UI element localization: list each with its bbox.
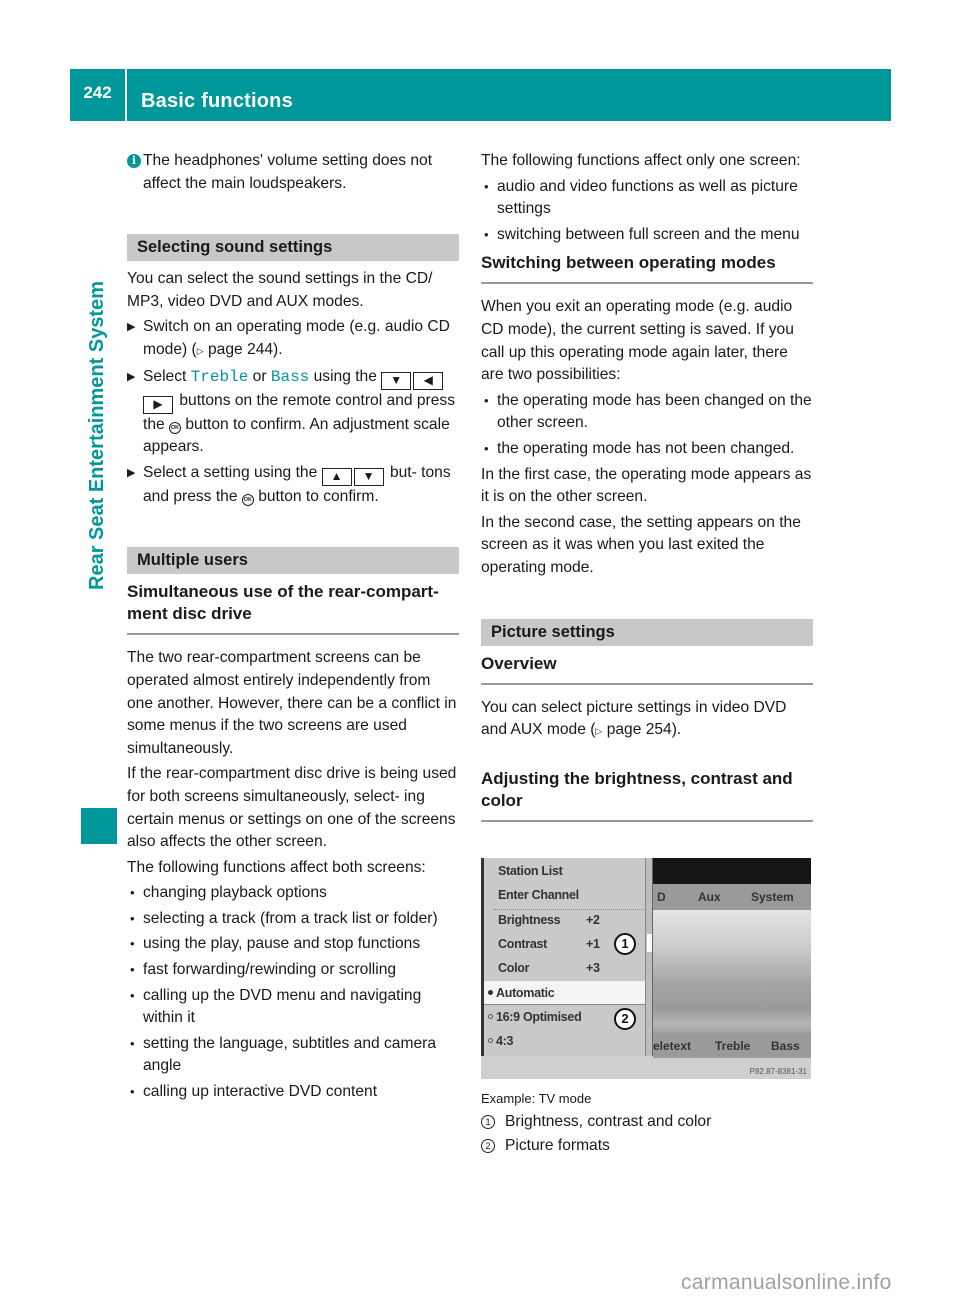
mode-tabs: D Aux System [653, 884, 811, 910]
menu-separator [494, 909, 644, 910]
overview-para: You can select picture settings in video DVD and AUX mode (▷ page 254). [481, 698, 787, 739]
list-item: • selecting a track (from a track list or folder) [127, 908, 459, 931]
list-item: • setting the language, subtitles and camera angle [127, 1033, 459, 1078]
menu-item-4-3: 4:3 [488, 1034, 513, 1048]
page-number: 242 [83, 83, 112, 102]
right-column [481, 150, 813, 834]
possibilities-list [481, 390, 813, 461]
figure-caption [481, 1090, 813, 1158]
sound-intro: You can select the sound settings in the CD/ MP3, video DVD and AUX modes. [127, 270, 433, 310]
step-select-setting: ▶ Select a setting using the ▲ ▼ but- tons and press the OK button to confirm. [127, 463, 451, 505]
scrollbar-thumb [647, 934, 652, 952]
list-item: • audio and video functions as well as picture settings [481, 176, 813, 221]
radio-selected-icon [488, 990, 493, 995]
side-tab-label: Rear Seat Entertainment System [86, 280, 108, 590]
subheading-adjusting: Adjusting the brightness, contrast and color [481, 768, 813, 822]
page-ref-icon: ▷ [196, 345, 204, 356]
step-arrow-icon: ▶ [127, 370, 136, 383]
down-key-icon: ▼ [354, 468, 384, 486]
multi-para-2: If the rear-compartment disc drive is being used for both screens simultaneously, select- ing certain menus or settings on one of the screens also affects the other screen. [127, 765, 457, 851]
step-switch-mode: ▶ Switch on an operating mode (e.g. audio CD mode) (▷ page 244). [127, 318, 450, 358]
list-item: • switching between full screen and the menu [481, 224, 813, 247]
list-item: • changing playback options [127, 882, 459, 905]
radio-unselected-icon [488, 1038, 493, 1043]
both-screens-list [127, 882, 459, 1103]
video-top-bar [653, 858, 811, 884]
up-key-icon: ▲ [322, 468, 352, 486]
step-select-treble-bass: ▶ Select Treble or Bass using the ▼ ◀▶ buttons on the remote control and press the OK button to confirm. An adjustment scale appears. [127, 367, 455, 456]
callout-1: 1 [614, 933, 636, 955]
menu-item-brightness: Brightness +2 [498, 913, 600, 927]
video-frame [653, 910, 811, 1034]
menu-item-contrast: Contrast +1 [498, 937, 600, 951]
legend-item-2: 2 Picture formats [481, 1134, 813, 1158]
menu-item-color: Color +3 [498, 961, 600, 975]
section-heading-multiple-users: Multiple users [127, 547, 459, 574]
figure-code: P82.87-8381-31 [749, 1067, 807, 1076]
list-item: • the operating mode has been changed on the other screen. [481, 390, 813, 435]
switching-para-1: When you exit an operating mode (e.g. audio CD mode), the current setting is saved. If you call up this operating mode again later, there are two possibilities: [481, 298, 794, 384]
down-key-icon: ▼ [381, 372, 411, 390]
side-tab-marker [81, 808, 117, 844]
list-item: • using the play, pause and stop functions [127, 933, 459, 956]
watermark: carmanualsonline.info [681, 1271, 892, 1294]
section-heading-sound: Selecting sound settings [127, 234, 459, 261]
subheading-switching-modes: Switching between operating modes [481, 252, 813, 284]
multi-para-3: The following functions affect both screens: [127, 858, 426, 876]
step-arrow-icon: ▶ [127, 466, 136, 479]
menu-scrollbar [645, 858, 653, 1056]
section-heading-picture: Picture settings [481, 619, 813, 646]
page-ref-link-254[interactable]: page 254 [606, 721, 672, 739]
side-tab [84, 280, 114, 620]
left-key-icon: ◀ [413, 372, 443, 390]
menu-item-16-9-optimised: 16:9 Optimised [488, 1010, 581, 1024]
header-divider [125, 69, 127, 121]
list-item: • the operating mode has not been changed. [481, 438, 813, 461]
info-note: i The headphones' volume setting does not affect the main loudspeakers. [127, 150, 459, 195]
bass-option: Bass [270, 367, 310, 386]
list-item: • calling up interactive DVD content [127, 1081, 459, 1104]
switching-para-2: In the first case, the operating mode appears as it is on the other screen. [481, 465, 812, 506]
video-area [653, 858, 811, 1056]
menu-item-automatic: Automatic [488, 986, 554, 1000]
info-icon: i [127, 154, 141, 168]
legend-item-1: 1 Brightness, contrast and color [481, 1110, 813, 1134]
ok-button-icon: OK [169, 422, 181, 434]
subheading-overview: Overview [481, 653, 813, 685]
tv-mode-screenshot [481, 858, 811, 1079]
circled-number-icon: 1 [481, 1115, 495, 1129]
step-arrow-icon: ▶ [127, 321, 136, 334]
ok-button-icon: OK [242, 494, 254, 506]
list-item: • calling up the DVD menu and navigating within it [127, 985, 459, 1030]
one-screen-intro: The following functions affect only one screen: [481, 152, 801, 169]
one-screen-list [481, 176, 813, 247]
treble-option: Treble [190, 367, 249, 386]
switching-para-3: In the second case, the setting appears on the screen as it was when you last exited the operating mode. [481, 513, 801, 576]
page-ref-icon: ▷ [595, 726, 603, 737]
left-column [127, 150, 459, 1107]
page-title: Basic functions [141, 90, 293, 112]
right-key-icon: ▶ [143, 396, 173, 414]
bottom-tabs: eletext Treble Bass [653, 1034, 811, 1058]
list-item: • fast forwarding/rewinding or scrolling [127, 959, 459, 982]
multi-para-1: The two rear-compartment screens can be operated almost entirely independently from one another. However, there can be a conflict in some menus if the two screens are used simultaneously. [127, 649, 457, 757]
callout-2: 2 [614, 1008, 636, 1030]
page-ref-link-244[interactable]: page 244 [208, 340, 274, 358]
radio-unselected-icon [488, 1014, 493, 1019]
subheading-simultaneous-use: Simultaneous use of the rear-compart- ment disc drive [127, 581, 459, 635]
menu-item-enter-channel: Enter Channel [498, 888, 579, 902]
menu-item-station-list: Station List [498, 864, 563, 878]
caption-title: Example: TV mode [481, 1091, 592, 1106]
circled-number-icon: 2 [481, 1139, 495, 1153]
picture-menu [481, 858, 645, 1056]
